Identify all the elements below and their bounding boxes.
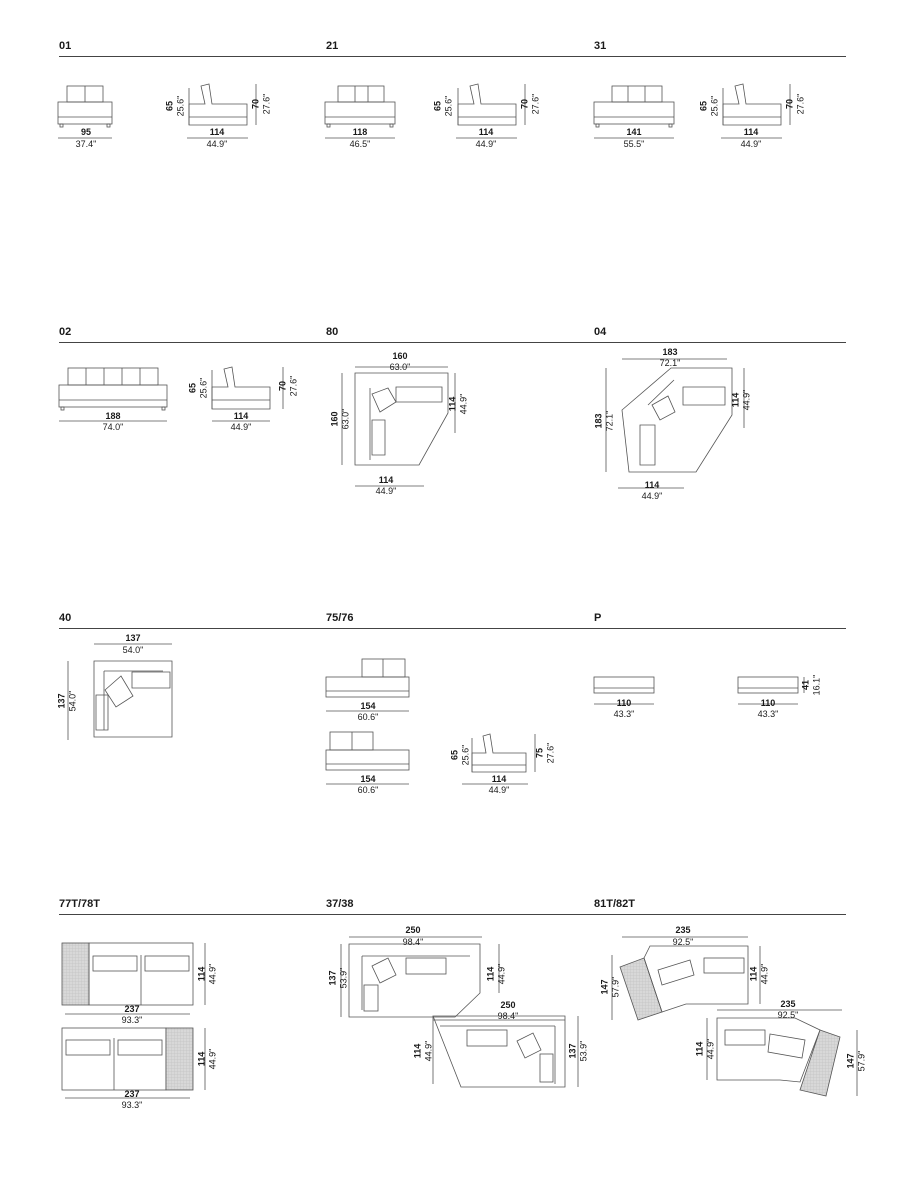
sofa-04-top-drawing <box>622 368 732 472</box>
width-in: 98.4" <box>402 937 424 947</box>
sofa-02-side-drawing <box>212 367 270 409</box>
height-in: 27.6" <box>261 93 272 115</box>
arm-width-in: 44.9" <box>641 491 663 501</box>
depth-cm: 114 <box>233 411 249 421</box>
width-cm: 137 <box>125 633 141 643</box>
seat-depth-cm: 114 <box>730 392 741 408</box>
width-cm: 160 <box>392 351 408 361</box>
height-cm: 70 <box>784 98 795 110</box>
model-code-80: 80 <box>326 326 339 338</box>
width-cm: 188 <box>105 411 121 421</box>
height-cm: 70 <box>519 98 530 110</box>
width-cm: 141 <box>626 127 642 137</box>
depth-cm: 114 <box>743 127 759 137</box>
depth-in: 44.9" <box>475 139 497 149</box>
depth-cm: 183 <box>593 413 604 429</box>
width-cm: 237 <box>124 1004 140 1014</box>
seat-height-in: 25.6" <box>709 95 720 117</box>
sofa-21-side-drawing <box>458 84 516 125</box>
width-in: 93.3" <box>121 1015 143 1025</box>
depth-cm: 147 <box>599 979 610 995</box>
depth-cm: 160 <box>329 411 340 427</box>
width-in: 74.0" <box>102 422 124 432</box>
seat-depth-in: 44.9" <box>759 963 770 985</box>
model-code-81t-82t: 81T/82T <box>594 898 635 910</box>
depth-cm: 114 <box>196 1051 207 1067</box>
width-in: 60.6" <box>357 785 379 795</box>
seat-height-in: 25.6" <box>175 95 186 117</box>
height-in: 27.6" <box>288 375 299 397</box>
width-in: 72.1" <box>659 358 681 368</box>
width-in: 37.4" <box>75 139 97 149</box>
width-in: 98.4" <box>497 1011 519 1021</box>
width-cm: 110 <box>616 698 632 708</box>
width-cm: 183 <box>662 347 678 357</box>
depth-in: 44.9" <box>207 1048 218 1070</box>
sofa-31-front-drawing <box>594 86 674 127</box>
width-cm: 110 <box>760 698 776 708</box>
width-in: 92.5" <box>672 937 694 947</box>
depth-in: 72.1" <box>604 410 615 432</box>
seat-height-cm: 65 <box>187 382 198 394</box>
height-in: 27.6" <box>530 93 541 115</box>
width-in: 54.0" <box>122 645 144 655</box>
depth-in: 44.9" <box>206 139 228 149</box>
depth-in: 53.9" <box>578 1040 589 1062</box>
sofa-38-top-drawing <box>433 1016 565 1087</box>
height-cm: 70 <box>250 98 261 110</box>
seat-depth-cm: 114 <box>447 396 458 412</box>
height-cm: 75 <box>534 747 545 759</box>
width-cm: 250 <box>500 1000 516 1010</box>
width-cm: 154 <box>360 774 376 784</box>
seat-height-in: 25.6" <box>443 95 454 117</box>
seat-depth-in: 44.9" <box>741 389 752 411</box>
width-in: 43.3" <box>613 709 635 719</box>
width-cm: 237 <box>124 1089 140 1099</box>
depth-cm: 137 <box>56 693 67 709</box>
sofa-31-side-drawing <box>723 84 781 125</box>
seat-height-cm: 65 <box>698 100 709 112</box>
sofa-78t-top-drawing <box>62 1028 193 1090</box>
sofa-77t-top-drawing <box>62 943 193 1005</box>
arm-width-cm: 114 <box>644 480 660 490</box>
width-in: 46.5" <box>349 139 371 149</box>
seat-height-in: 25.6" <box>460 744 471 766</box>
width-cm: 250 <box>405 925 421 935</box>
model-code-40: 40 <box>59 612 72 624</box>
depth-in: 57.9" <box>610 976 621 998</box>
depth-in: 54.0" <box>67 690 78 712</box>
chaise-76-front-drawing <box>326 732 409 770</box>
depth-in: 63.0" <box>340 408 351 430</box>
sofa-82t-top-drawing <box>717 1018 840 1096</box>
seat-depth-cm: 114 <box>694 1041 705 1057</box>
depth-in: 44.9" <box>740 139 762 149</box>
model-code-02: 02 <box>59 326 72 338</box>
sofa-81t-top-drawing <box>620 946 748 1020</box>
height-cm: 70 <box>277 380 288 392</box>
sofa-37-top-drawing <box>349 944 480 1017</box>
chaise-75-front-drawing <box>326 659 409 697</box>
sofa-21-front-drawing <box>325 86 395 127</box>
seat-depth-cm: 114 <box>412 1043 423 1059</box>
arm-width-cm: 114 <box>378 475 394 485</box>
seat-depth-in: 44.9" <box>458 393 469 415</box>
height-cm: 41 <box>800 679 811 691</box>
model-code-p: P <box>594 612 602 624</box>
model-code-01: 01 <box>59 40 72 52</box>
ottoman-p-drawing-1 <box>594 677 654 693</box>
depth-in: 53.9" <box>338 967 349 989</box>
depth-cm: 147 <box>845 1053 856 1069</box>
model-code-75-76: 75/76 <box>326 612 354 624</box>
model-code-21: 21 <box>326 40 339 52</box>
width-cm: 95 <box>80 127 92 137</box>
sofa-01-side-drawing <box>189 84 247 125</box>
seat-depth-cm: 114 <box>485 966 496 982</box>
seat-height-cm: 65 <box>449 749 460 761</box>
depth-cm: 114 <box>196 966 207 982</box>
depth-in: 57.9" <box>856 1050 867 1072</box>
sofa-40-top-drawing <box>94 661 172 737</box>
ottoman-p-drawing-2 <box>738 677 798 693</box>
width-cm: 235 <box>675 925 691 935</box>
seat-depth-in: 44.9" <box>705 1038 716 1060</box>
seat-depth-in: 44.9" <box>496 963 507 985</box>
height-in: 27.6" <box>545 742 556 764</box>
depth-in: 44.9" <box>230 422 252 432</box>
depth-cm: 137 <box>327 970 338 986</box>
chaise-75-side-drawing <box>472 734 526 772</box>
depth-in: 44.9" <box>488 785 510 795</box>
seat-depth-in: 44.9" <box>423 1040 434 1062</box>
model-code-77t-78t: 77T/78T <box>59 898 100 910</box>
depth-in: 44.9" <box>207 963 218 985</box>
seat-height-cm: 65 <box>164 100 175 112</box>
depth-cm: 137 <box>567 1043 578 1059</box>
width-cm: 118 <box>352 127 368 137</box>
depth-cm: 114 <box>478 127 494 137</box>
width-in: 43.3" <box>757 709 779 719</box>
height-in: 27.6" <box>795 93 806 115</box>
seat-height-in: 25.6" <box>198 377 209 399</box>
depth-cm: 114 <box>209 127 225 137</box>
width-in: 92.5" <box>777 1010 799 1020</box>
arm-width-in: 44.9" <box>375 486 397 496</box>
model-code-04: 04 <box>594 326 607 338</box>
seat-height-cm: 65 <box>432 100 443 112</box>
width-cm: 154 <box>360 701 376 711</box>
sofa-02-front-drawing <box>59 368 167 410</box>
model-code-37-38: 37/38 <box>326 898 354 910</box>
height-in: 16.1" <box>811 674 822 696</box>
width-cm: 235 <box>780 999 796 1009</box>
width-in: 93.3" <box>121 1100 143 1110</box>
model-code-31: 31 <box>594 40 607 52</box>
width-in: 55.5" <box>623 139 645 149</box>
sofa-80-top-drawing <box>355 373 448 465</box>
width-in: 63.0" <box>389 362 411 372</box>
seat-depth-cm: 114 <box>748 966 759 982</box>
width-in: 60.6" <box>357 712 379 722</box>
depth-cm: 114 <box>491 774 507 784</box>
sofa-01-front-drawing <box>58 86 112 127</box>
